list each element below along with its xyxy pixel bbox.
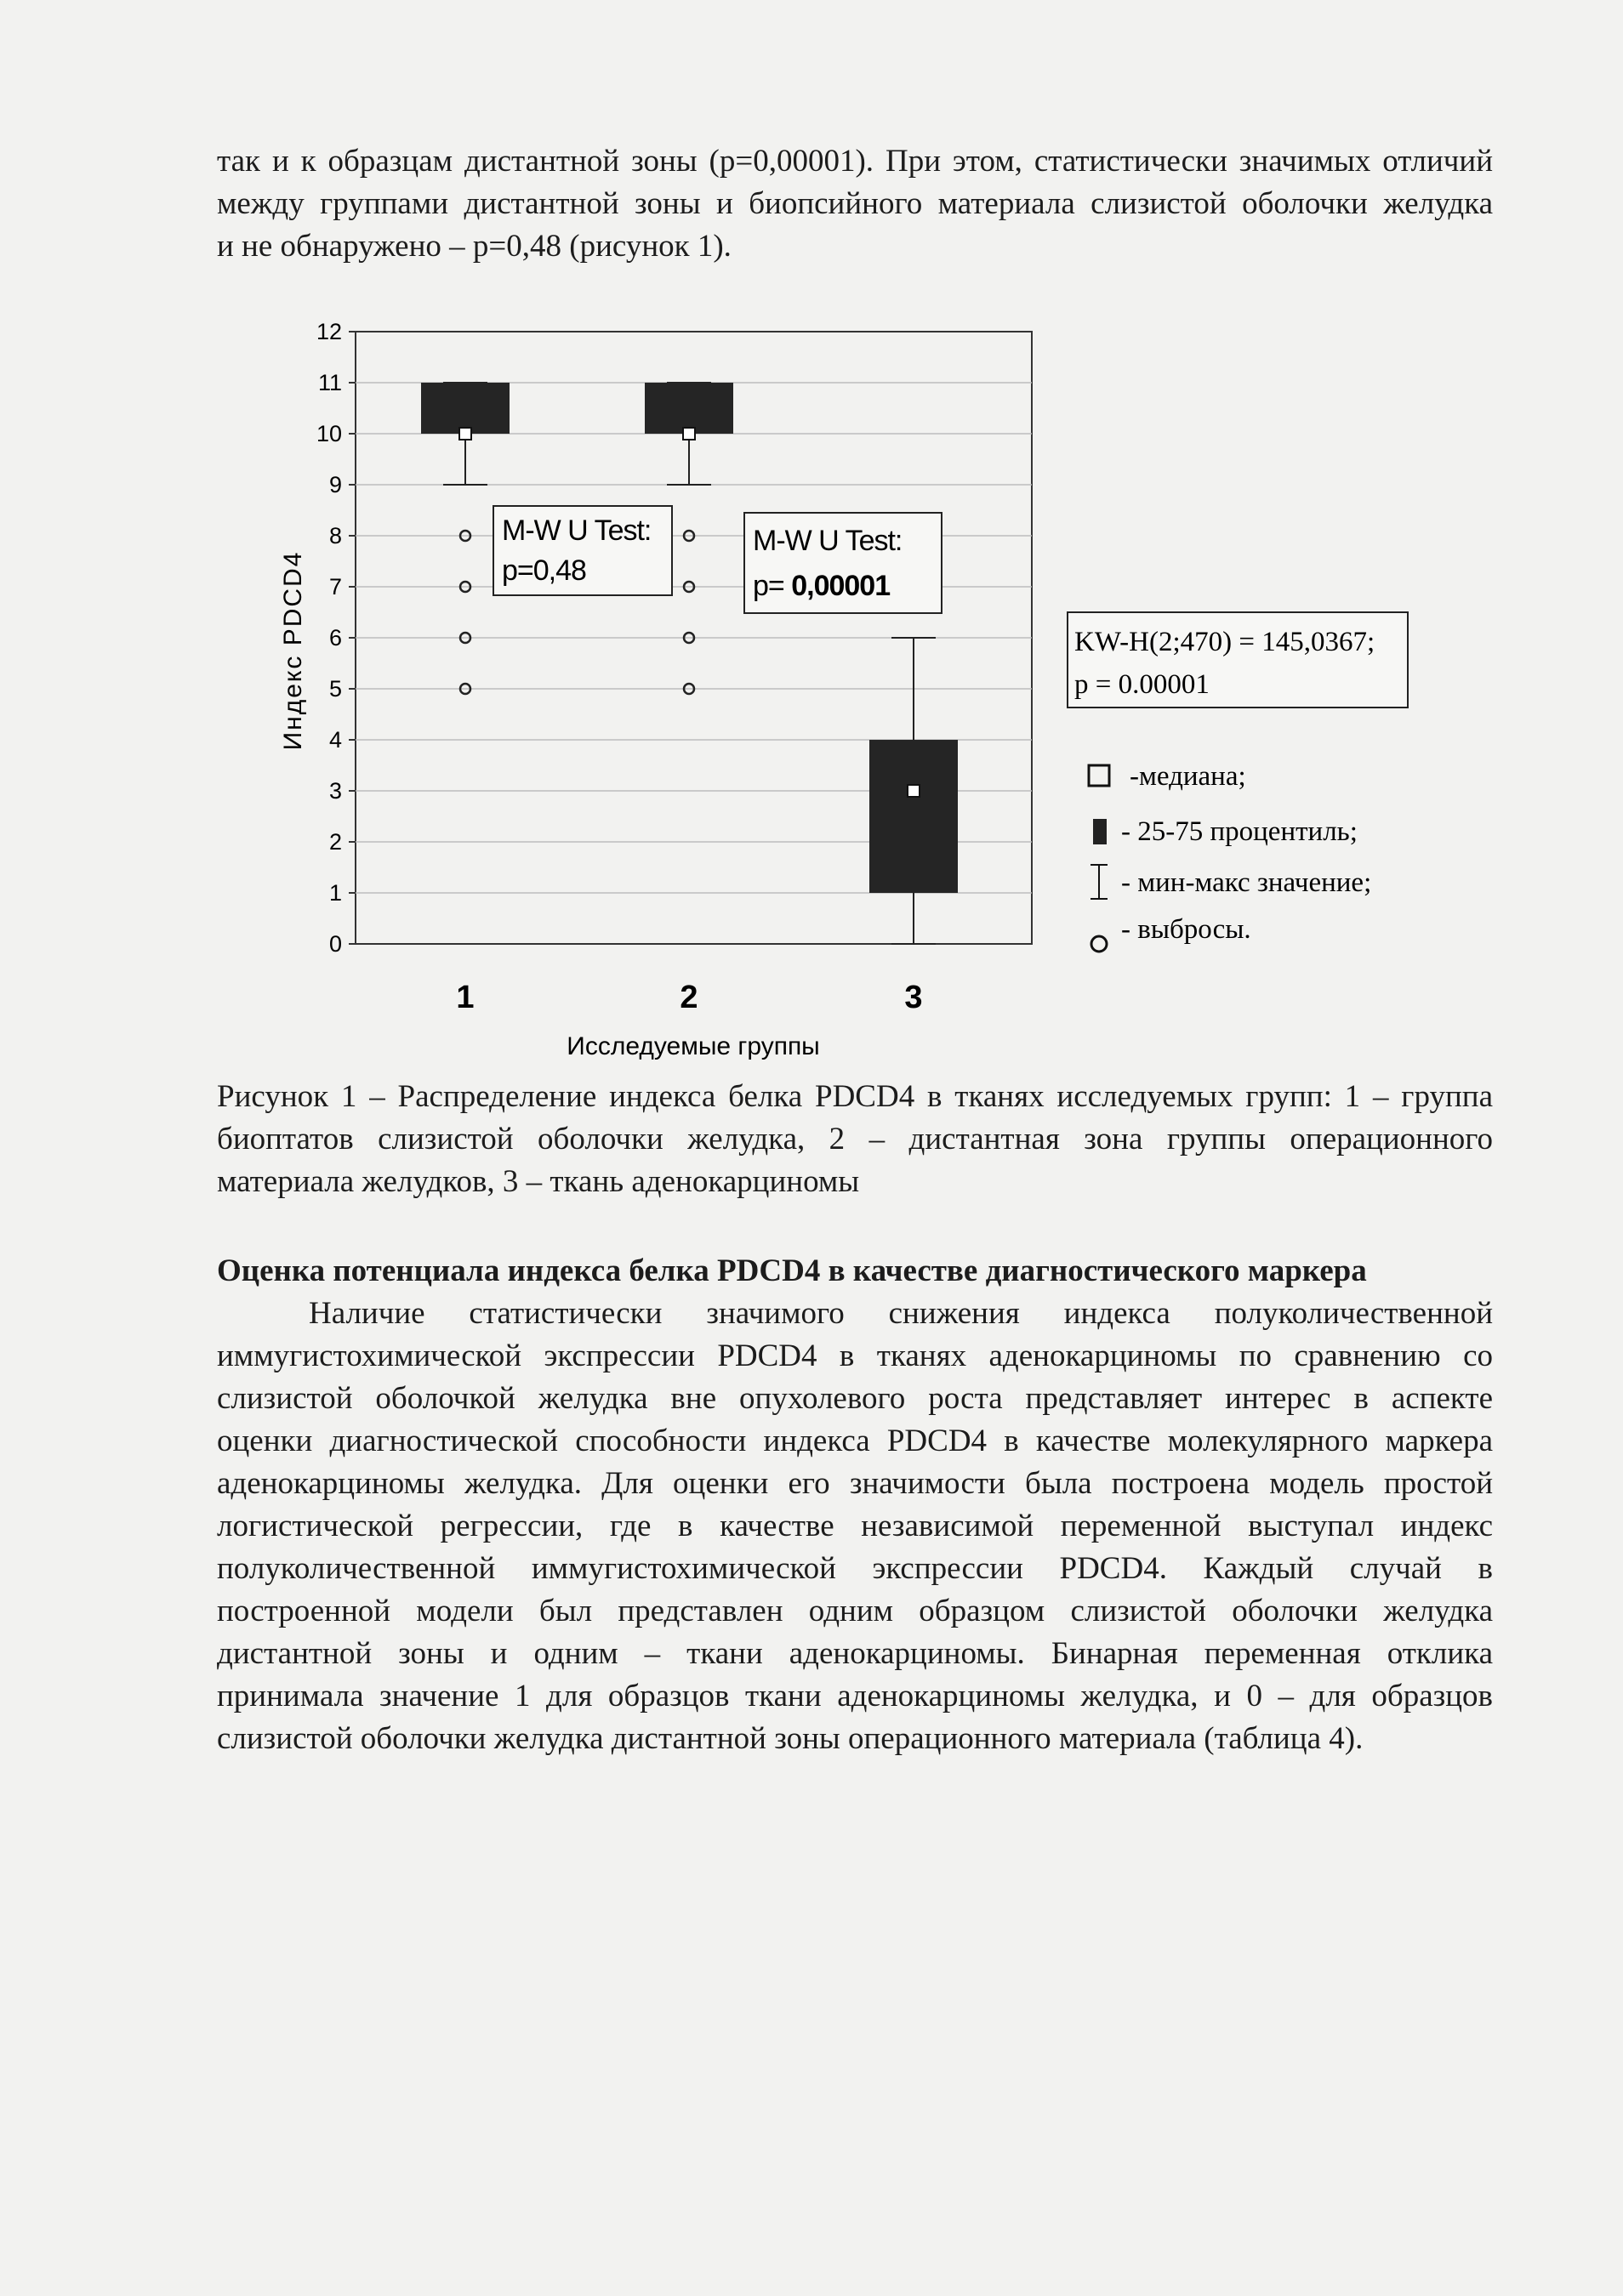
legend [1089, 761, 1371, 952]
x-tick-label: 1 [456, 980, 475, 1015]
legend-label: -медиана; [1130, 761, 1246, 792]
body-line: слизистой оболочки желудка дистантной зоны операционного материала (таблица 4). [217, 1721, 1364, 1756]
iqr-box [421, 383, 510, 434]
boxes [421, 383, 958, 944]
body-line: иммугистохимической экспрессии PDCD4 в тканях аденокарциномы по сравнению со [217, 1338, 1493, 1373]
annotation-p-prefix: p= [753, 570, 792, 602]
body-line: оценки диагностической способности индекса PDCD4 в качестве молекулярного маркера [217, 1424, 1493, 1458]
section-heading: Оценка потенциала индекса белка PDCD4 в качестве диагностического маркера [217, 1253, 1367, 1288]
intro-line: так и к образцам дистантной зоны (p=0,00001). При этом, статистически значимых отличий [217, 144, 1493, 179]
y-tick-label: 0 [328, 931, 342, 957]
body-line: дистантной зоны и одним – ткани аденокарциномы. Бинарная переменная отклика [217, 1636, 1493, 1671]
y-tick-label: 4 [328, 727, 342, 753]
y-tick-label: 11 [317, 370, 342, 395]
iqr-box [869, 740, 958, 893]
kw-line-2: p = 0.00001 [1074, 669, 1210, 700]
body-line: логистической регрессии, где в качестве независимой переменной выступал индекс [217, 1509, 1493, 1543]
y-tick-label: 3 [328, 778, 342, 804]
median-marker [908, 785, 920, 797]
mw-test-annotation-1 [493, 506, 672, 595]
annotation-p-value [753, 570, 890, 602]
body-paragraph [217, 1293, 1493, 1760]
body-line: принимала значение 1 для образцов ткани аденокарциномы желудка, и 0 – для образцов [217, 1679, 1493, 1713]
body-line: Наличие статистически значимого снижения индекса полуколичественной [309, 1296, 1493, 1331]
body-line: слизистой оболочкой желудка вне опухолевого роста представляет интерес в аспекте [217, 1381, 1493, 1416]
x-axis-label: Исследуемые группы [567, 1032, 820, 1060]
intro-paragraph [217, 140, 1493, 268]
annotation-line: M-W U Test: [502, 514, 652, 547]
median-marker [683, 428, 695, 440]
legend-label: - мин-макс значение; [1121, 867, 1372, 898]
x-tick-label: 2 [680, 980, 698, 1015]
body-line: аденокарциномы желудка. Для оценки его значимости была построена модель простой [217, 1466, 1493, 1501]
open-square-icon [1089, 765, 1109, 786]
annotation-line: M-W U Test: [753, 525, 903, 557]
legend-label: - выбросы. [1121, 914, 1251, 945]
mw-test-annotation-2 [744, 513, 942, 613]
intro-line: и не обнаружено – p=0,48 (рисунок 1). [217, 229, 732, 264]
kruskal-wallis-box [1068, 612, 1408, 708]
caption-line: биоптатов слизистой оболочки желудка, 2 – дистантная зона группы операционного [217, 1122, 1493, 1157]
boxplot-figure [264, 310, 1446, 1076]
y-tick-label: 10 [316, 421, 342, 446]
y-tick-label: 1 [328, 880, 342, 906]
intro-line: между группами дистантной зоны и биопсийного материала слизистой оболочки желудка [217, 186, 1493, 221]
y-tick-label: 6 [328, 625, 342, 651]
whisker-icon [1091, 865, 1108, 899]
open-circle-icon [1091, 936, 1107, 952]
filled-rect-icon [1093, 819, 1107, 844]
y-tick-label: 2 [328, 829, 342, 855]
y-axis-ticks [316, 319, 356, 957]
box-group-3 [869, 638, 958, 944]
body-line: построенной модели был представлен одним образцом слизистой оболочки желудка [217, 1594, 1493, 1628]
caption-line: материала желудков, 3 – ткань аденокарциномы [217, 1164, 860, 1199]
body-line: полуколичественной иммугистохимической экспрессии PDCD4. Каждый случай в [217, 1551, 1493, 1586]
y-tick-label: 7 [328, 574, 342, 600]
kw-line-1: KW-H(2;470) = 145,0367; [1074, 627, 1375, 657]
iqr-box [645, 383, 733, 434]
figure-caption [217, 1076, 1493, 1203]
legend-label: - 25-75 процентиль; [1121, 816, 1358, 847]
median-marker [459, 428, 471, 440]
x-axis-ticks [456, 980, 922, 1015]
y-tick-label: 8 [328, 523, 342, 548]
annotation-bold-value: 0,00001 [791, 570, 891, 602]
x-tick-label: 3 [904, 980, 923, 1015]
y-tick-label: 9 [328, 472, 342, 497]
y-tick-label: 12 [316, 319, 342, 344]
y-tick-label: 5 [328, 676, 342, 702]
annotation-line: p=0,48 [502, 554, 586, 587]
y-axis-label: Индекс PDCD4 [279, 550, 307, 751]
caption-line: Рисунок 1 – Распределение индекса белка PDCD4 в тканях исследуемых групп: 1 – группа [217, 1079, 1493, 1114]
